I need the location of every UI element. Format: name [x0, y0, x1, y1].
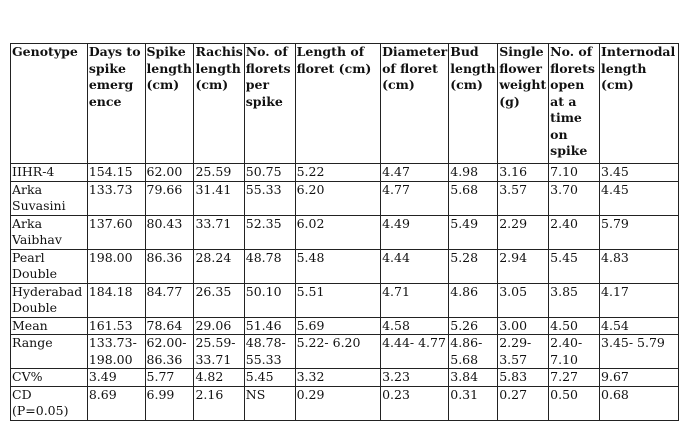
value-cell: 33.71	[194, 215, 244, 249]
value-cell: 2.40	[549, 215, 600, 249]
value-cell: 5.28	[449, 249, 498, 283]
value-cell: 48.78	[244, 249, 295, 283]
header-cell: Genotype	[11, 44, 88, 164]
value-cell: 3.16	[498, 164, 549, 182]
header-cell: No. of florets per spike	[244, 44, 295, 164]
value-cell: 0.29	[295, 386, 380, 420]
header-cell: Spike length (cm)	[145, 44, 194, 164]
value-cell: 3.70	[549, 181, 600, 215]
value-cell: 62.00	[145, 164, 194, 182]
value-cell: 3.05	[498, 283, 549, 317]
genotype-cell: Arka Vaibhav	[11, 215, 88, 249]
value-cell: 6.99	[145, 386, 194, 420]
value-cell: 0.31	[449, 386, 498, 420]
header-cell: Rachis length (cm)	[194, 44, 244, 164]
header-cell: Length of floret (cm)	[295, 44, 380, 164]
value-cell: 3.85	[549, 283, 600, 317]
table-row	[11, 249, 679, 283]
value-cell: 5.26	[449, 317, 498, 335]
genotype-cell: IIHR-4	[11, 164, 88, 182]
value-cell: 3.57	[498, 181, 549, 215]
value-cell: 161.53	[87, 317, 145, 335]
value-cell: 184.18	[87, 283, 145, 317]
genotype-cell: CD (P=0.05)	[11, 386, 88, 420]
header-cell: Internodal length (cm)	[600, 44, 679, 164]
header-row	[11, 44, 679, 164]
value-cell: 5.22- 6.20	[295, 335, 380, 369]
value-cell: 5.83	[498, 369, 549, 387]
value-cell: 25.59- 33.71	[194, 335, 244, 369]
value-cell: 5.45	[244, 369, 295, 387]
value-cell: 26.35	[194, 283, 244, 317]
value-cell: 9.67	[600, 369, 679, 387]
table-row	[11, 181, 679, 215]
value-cell: 4.44- 4.77	[381, 335, 449, 369]
value-cell: 0.27	[498, 386, 549, 420]
value-cell: 62.00- 86.36	[145, 335, 194, 369]
value-cell: 5.77	[145, 369, 194, 387]
value-cell: 0.68	[600, 386, 679, 420]
value-cell: 3.49	[87, 369, 145, 387]
value-cell: 3.45- 5.79	[600, 335, 679, 369]
value-cell: 198.00	[87, 249, 145, 283]
value-cell: 3.84	[449, 369, 498, 387]
value-cell: 5.22	[295, 164, 380, 182]
table-row	[11, 386, 679, 420]
table-row	[11, 164, 679, 182]
value-cell: 4.50	[549, 317, 600, 335]
value-cell: 2.40- 7.10	[549, 335, 600, 369]
value-cell: 4.86- 5.68	[449, 335, 498, 369]
value-cell: 50.75	[244, 164, 295, 182]
table-row	[11, 215, 679, 249]
value-cell: 3.45	[600, 164, 679, 182]
header-cell: Single flower weight (g)	[498, 44, 549, 164]
value-cell: 3.32	[295, 369, 380, 387]
value-cell: 2.29	[498, 215, 549, 249]
table-row	[11, 317, 679, 335]
value-cell: 2.16	[194, 386, 244, 420]
value-cell: NS	[244, 386, 295, 420]
value-cell: 51.46	[244, 317, 295, 335]
header-cell: Diameter of floret (cm)	[381, 44, 449, 164]
genotype-cell: Pearl Double	[11, 249, 88, 283]
value-cell: 4.77	[381, 181, 449, 215]
value-cell: 4.83	[600, 249, 679, 283]
genotype-cell: Arka Suvasini	[11, 181, 88, 215]
table-row	[11, 369, 679, 387]
genotype-cell: Range	[11, 335, 88, 369]
value-cell: 31.41	[194, 181, 244, 215]
value-cell: 0.50	[549, 386, 600, 420]
value-cell: 25.59	[194, 164, 244, 182]
value-cell: 79.66	[145, 181, 194, 215]
value-cell: 4.71	[381, 283, 449, 317]
value-cell: 4.82	[194, 369, 244, 387]
value-cell: 48.78- 55.33	[244, 335, 295, 369]
value-cell: 2.94	[498, 249, 549, 283]
value-cell: 6.20	[295, 181, 380, 215]
value-cell: 4.17	[600, 283, 679, 317]
value-cell: 3.00	[498, 317, 549, 335]
value-cell: 5.68	[449, 181, 498, 215]
value-cell: 5.45	[549, 249, 600, 283]
value-cell: 55.33	[244, 181, 295, 215]
value-cell: 80.43	[145, 215, 194, 249]
value-cell: 133.73	[87, 181, 145, 215]
value-cell: 50.10	[244, 283, 295, 317]
value-cell: 86.36	[145, 249, 194, 283]
table-row	[11, 335, 679, 369]
value-cell: 78.64	[145, 317, 194, 335]
value-cell: 137.60	[87, 215, 145, 249]
value-cell: 2.29- 3.57	[498, 335, 549, 369]
table-row	[11, 283, 679, 317]
value-cell: 5.49	[449, 215, 498, 249]
value-cell: 4.45	[600, 181, 679, 215]
value-cell: 84.77	[145, 283, 194, 317]
value-cell: 154.15	[87, 164, 145, 182]
value-cell: 3.23	[381, 369, 449, 387]
header-cell: Days to spike emerg ence	[87, 44, 145, 164]
results-table	[10, 43, 679, 421]
value-cell: 28.24	[194, 249, 244, 283]
value-cell: 4.49	[381, 215, 449, 249]
value-cell: 133.73- 198.00	[87, 335, 145, 369]
value-cell: 8.69	[87, 386, 145, 420]
value-cell: 7.10	[549, 164, 600, 182]
value-cell: 4.47	[381, 164, 449, 182]
value-cell: 4.54	[600, 317, 679, 335]
value-cell: 0.23	[381, 386, 449, 420]
genotype-cell: Mean	[11, 317, 88, 335]
value-cell: 6.02	[295, 215, 380, 249]
value-cell: 4.86	[449, 283, 498, 317]
value-cell: 29.06	[194, 317, 244, 335]
value-cell: 5.51	[295, 283, 380, 317]
value-cell: 5.79	[600, 215, 679, 249]
header-cell: Bud length (cm)	[449, 44, 498, 164]
value-cell: 4.44	[381, 249, 449, 283]
value-cell: 4.98	[449, 164, 498, 182]
value-cell: 5.69	[295, 317, 380, 335]
value-cell: 4.58	[381, 317, 449, 335]
value-cell: 52.35	[244, 215, 295, 249]
table-body	[11, 164, 679, 421]
genotype-cell: Hyderabad Double	[11, 283, 88, 317]
header-cell: No. of florets open at a time on spike	[549, 44, 600, 164]
value-cell: 5.48	[295, 249, 380, 283]
genotype-cell: CV%	[11, 369, 88, 387]
value-cell: 7.27	[549, 369, 600, 387]
